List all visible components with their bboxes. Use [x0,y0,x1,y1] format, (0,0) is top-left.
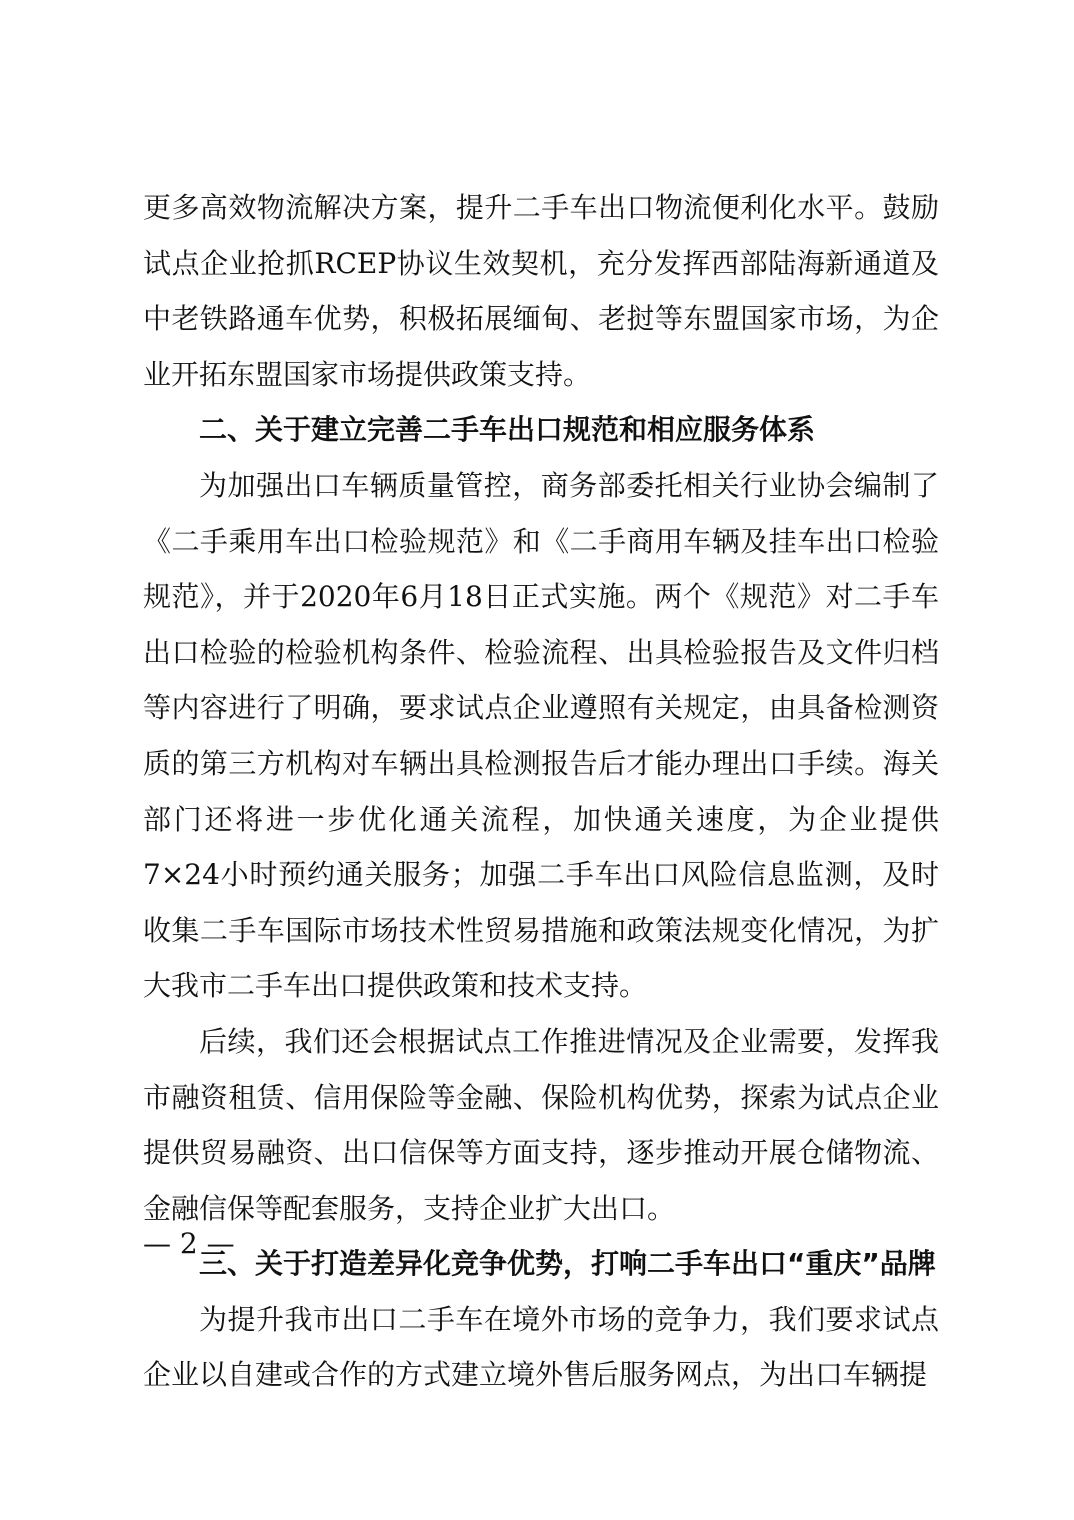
paragraph-follow-up: 后续，我们还会根据试点工作推进情况及企业需要，发挥我市融资租赁、信用保险等金融、保险机构优势，探索为试点企业提供贸易融资、出口信保等方面支持，逐步推动开展仓储物流、金融信保等配套服务，支持企业扩大出口。 [143,1024,939,1225]
page-number: — 2 — [143,1227,235,1260]
paragraph-competitiveness: 为提升我市出口二手车在境外市场的竞争力，我们要求试点企业以自建或合作的方式建立境外售后服务网点，为出口车辆提 [143,1302,939,1392]
section-heading-3: 三、关于打造差异化竞争优势，打响二手车出口“重庆”品牌 [199,1247,936,1281]
paragraph-inspection-standards: 为加强出口车辆质量管控，商务部委托相关行业协会编制了《二手乘用车出口检验规范》和《二手商用车辆及挂车出口检验规范》，并于2020年6月18日正式实施。两个《规范》对二手车出口检验的检验机构条件、检验流程、出具检验报告及文件归档等内容进行了明确，要求试点企业遵照有关规定，由具备检测资质的第三方机构对车辆出具检测报告后才能办理出口手续。海关部门还将进一步优化通关流程，加快通关速度，为企业提供7×24小时预约通关服务；加强二手车出口风险信息监测，及时收集二手车国际市场技术性贸易措施和政策法规变化情况，为扩大我市二手车出口提供政策和技术支持。 [143,468,939,1003]
section-heading-2: 二、关于建立完善二手车出口规范和相应服务体系 [199,413,816,447]
document-body [143,180,939,1403]
paragraph-logistics: 更多高效物流解决方案，提升二手车出口物流便利化水平。鼓励试点企业抢抓RCEP协议生效契机，充分发挥西部陆海新通道及中老铁路通车优势，积极拓展缅甸、老挝等东盟国家市场，为企业开拓东盟国家市场提供政策支持。 [143,191,939,391]
